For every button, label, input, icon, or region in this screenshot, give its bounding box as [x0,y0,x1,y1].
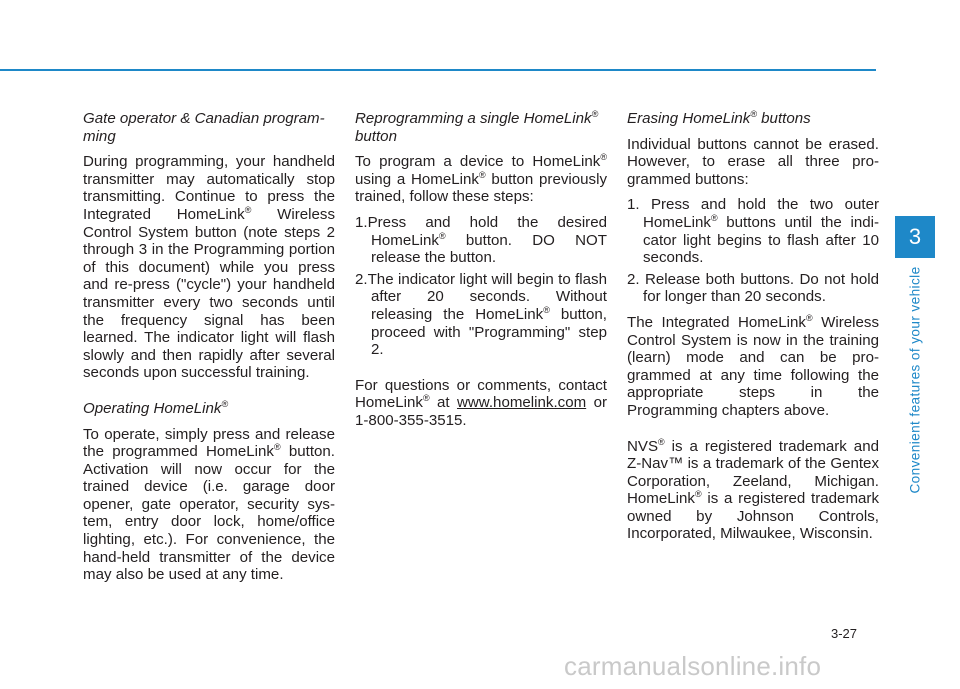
heading-erasing: Erasing HomeLink® buttons [627,109,811,127]
column-2 [355,110,607,438]
column-1 [83,110,335,592]
paragraph-gate-operator: During programming, your handheld transmitter may automatically stop transmitting. Continue to press the Integrated HomeLink® Wireless Control System button (note steps 2 through 3 in the Programming portion of this document) while you press and re-press ("cycle") your handheld transmitter every two seconds until the frequency signal has been learned. The indicator light will flash slowly and then rapidly after several seconds upon successful training. [83,153,336,382]
column-3 [627,110,879,551]
list-item: 1.Press and hold the desired HomeLink® button. DO NOT release the button. [355,213,607,267]
homelink-website-link[interactable]: www.homelink.com [456,394,587,412]
page-number: 3-27 [831,626,858,641]
heading-operating-homelink: Operating HomeLink® [83,398,229,417]
heading-gate-operator: Gate operator & Canadian program- ming [83,110,325,145]
reprogramming-steps [355,214,607,359]
list-item: 1. Press and hold the two outer HomeLink® buttons until the indi- cator light begins to flash after 10 seconds. [627,196,879,267]
watermark: carmanualsonline.info [564,651,822,681]
paragraph-contact: For questions or comments, contact HomeLink® at www.homelink.com or 1-800-355-3515. [355,376,607,429]
list-item: 2. Release both buttons. Do not hold for longer than 20 seconds. [627,270,879,306]
header-rule [0,69,876,71]
paragraph-reprogramming-intro: To program a device to HomeLink® using a HomeLink® button previously trained, follow these steps: [355,152,607,206]
paragraph-erasing-intro: Individual buttons cannot be erased. However, to erase all three pro- grammed buttons: [627,135,879,188]
heading-reprogramming: Reprogramming a single HomeLink® button [355,109,599,145]
chapter-number-tab: 3 [895,216,935,258]
list-item: 2.The indicator light will begin to flash after 20 seconds. Without releasing the HomeLink® button, proceed with "Programming" step 2. [355,270,607,359]
chapter-title: Convenient features of your vehicle [907,266,923,494]
paragraph-trademarks: NVS® is a registered trademark and Z-Nav™ is a trademark of the Gentex Corporation, Zeeland, Michigan. HomeLink® is a registered trademark owned by Johnson Controls, Incorporated, Milwaukee, Wisconsin. [627,436,879,543]
erasing-steps [627,196,879,306]
paragraph-training-mode: The Integrated HomeLink® Wireless Control System is now in the training (learn) mode and can be pro- grammed at any time following the appropriate steps in the Programming chapters above. [627,312,879,419]
paragraph-operating-homelink: To operate, simply press and release the programmed HomeLink® button. Activation will now occur for the trained device (i.e. garage door opener, gate operator, security sys- tem, entry door lock, home/office lighting, etc.). For convenience, the hand-held transmitter of the device may also be used at any time. [83,425,335,584]
